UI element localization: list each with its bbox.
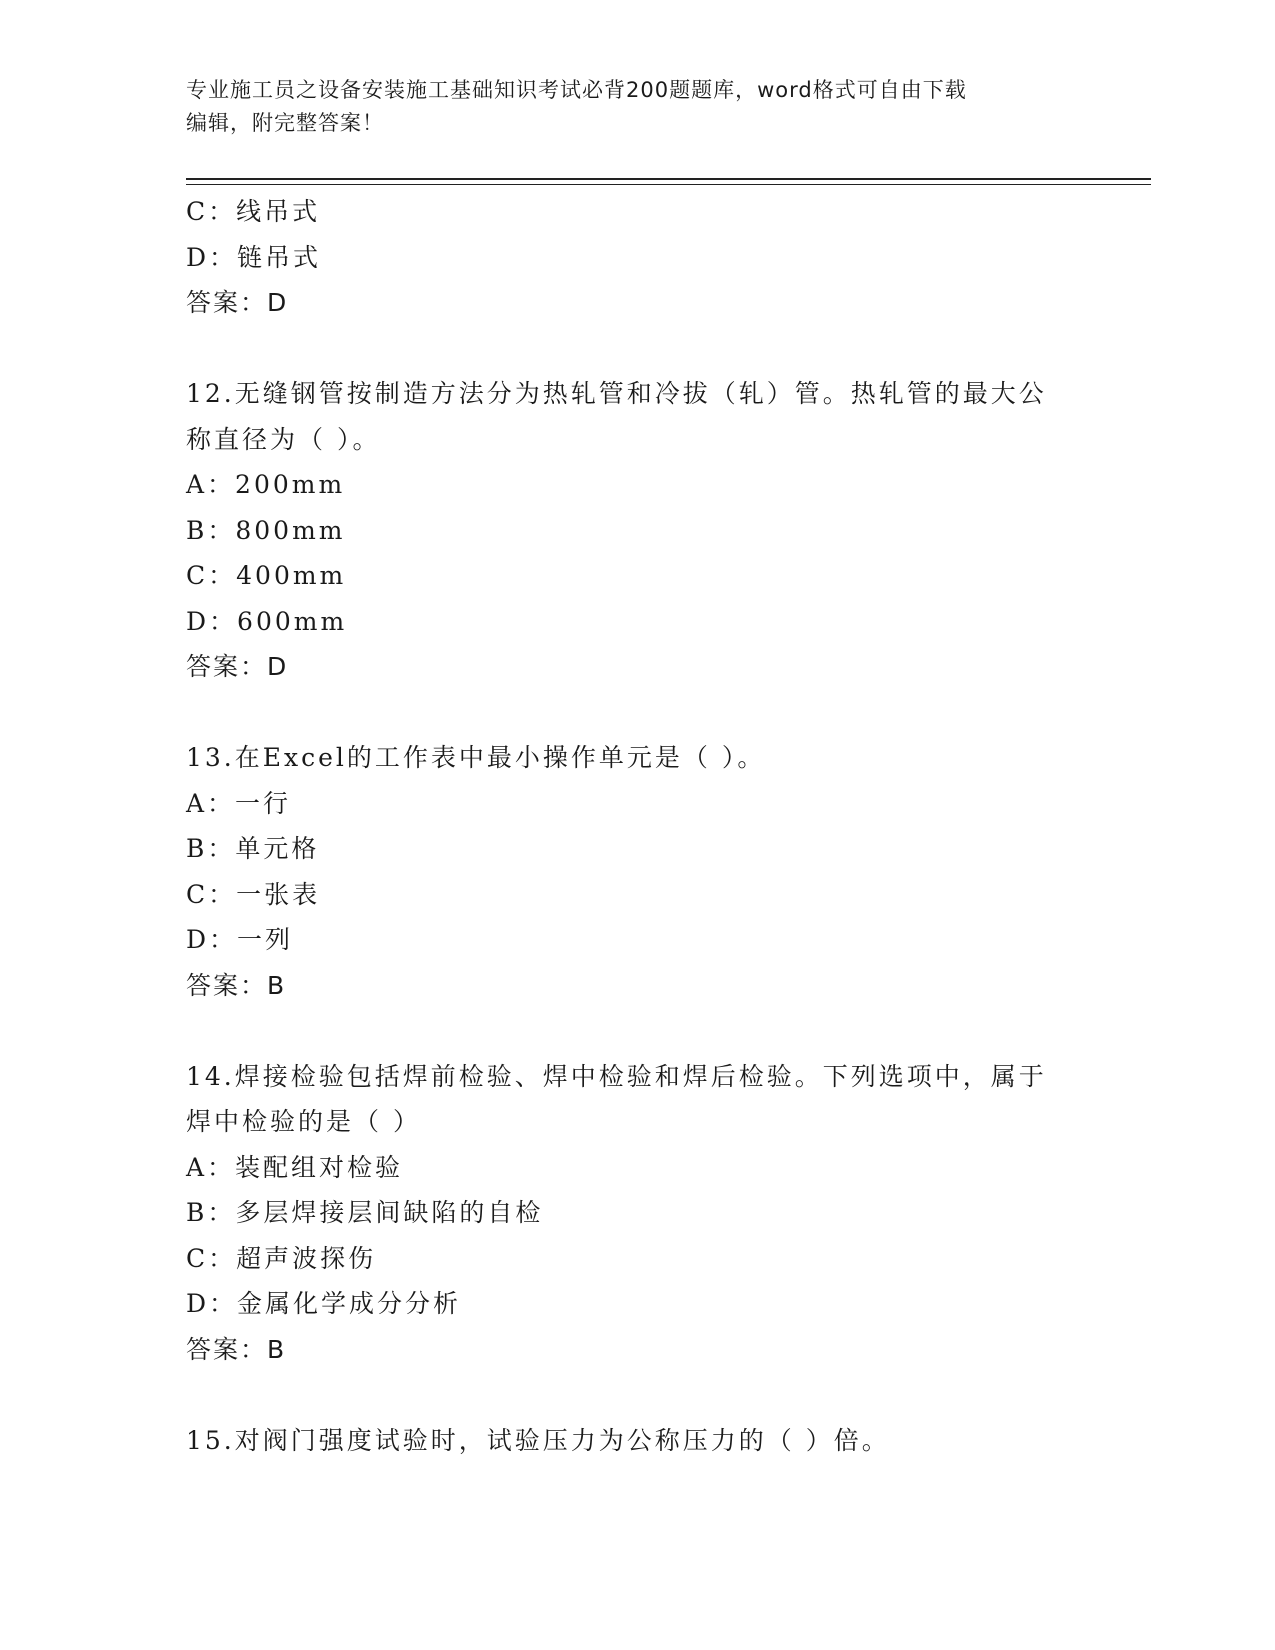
- spacer: [186, 1372, 1086, 1418]
- option-c: C：超声波探伤: [186, 1243, 377, 1273]
- option-d: D：一列: [186, 925, 294, 954]
- option-a: A：装配组对检验: [186, 1152, 404, 1182]
- answer-line: 答案：B: [186, 970, 287, 1000]
- option-d: D：链吊式: [186, 242, 322, 272]
- option-c: C：一张表: [186, 879, 321, 909]
- question-list: [186, 189, 1086, 1463]
- question-14: [186, 1054, 1086, 1373]
- spacer: [186, 690, 1086, 736]
- spacer: [186, 1008, 1086, 1054]
- question-12: [186, 371, 1086, 690]
- question-stem: 12.无缝钢管按制造方法分为热轧管和冷拔（轧）管。热轧管的最大公: [186, 379, 1047, 408]
- answer-line: 答案：D: [186, 288, 289, 317]
- option-a: A：一行: [186, 788, 292, 818]
- question-stem: 称直径为（ ）。: [186, 424, 381, 454]
- header-divider-thin: [186, 184, 1151, 185]
- option-a: A：200mm: [186, 470, 346, 499]
- answer-line: 答案：D: [186, 652, 289, 681]
- question-13: [186, 735, 1086, 1008]
- header-divider: [186, 178, 1151, 180]
- question-stem: 14.焊接检验包括焊前检验、焊中检验和焊后检验。下列选项中，属于: [186, 1061, 1047, 1091]
- option-d: D：金属化学成分分析: [186, 1289, 462, 1318]
- question-stem: 焊中检验的是（ ）: [186, 1107, 421, 1136]
- option-b: B：多层焊接层间缺陷的自检: [186, 1198, 544, 1227]
- option-b: B：800mm: [186, 515, 346, 545]
- option-c: C：线吊式: [186, 197, 321, 226]
- header-line-1: 专业施工员之设备安装施工基础知识考试必背200题题库，word格式可自由下载: [186, 78, 967, 102]
- option-c: C：400mm: [186, 561, 347, 590]
- answer-line: 答案：B: [186, 1334, 287, 1364]
- question-stem: 13.在Excel的工作表中最小操作单元是（ ）。: [186, 743, 766, 772]
- header-line-2: 编辑，附完整答案！: [186, 111, 384, 135]
- spacer: [186, 326, 1086, 372]
- page-header: [186, 74, 1076, 140]
- question-11-continuation: [186, 189, 1086, 326]
- question-15: [186, 1418, 1086, 1464]
- option-d: D：600mm: [186, 606, 348, 636]
- question-stem: 15.对阀门强度试验时，试验压力为公称压力的（ ）倍。: [186, 1425, 890, 1455]
- option-b: B：单元格: [186, 834, 320, 863]
